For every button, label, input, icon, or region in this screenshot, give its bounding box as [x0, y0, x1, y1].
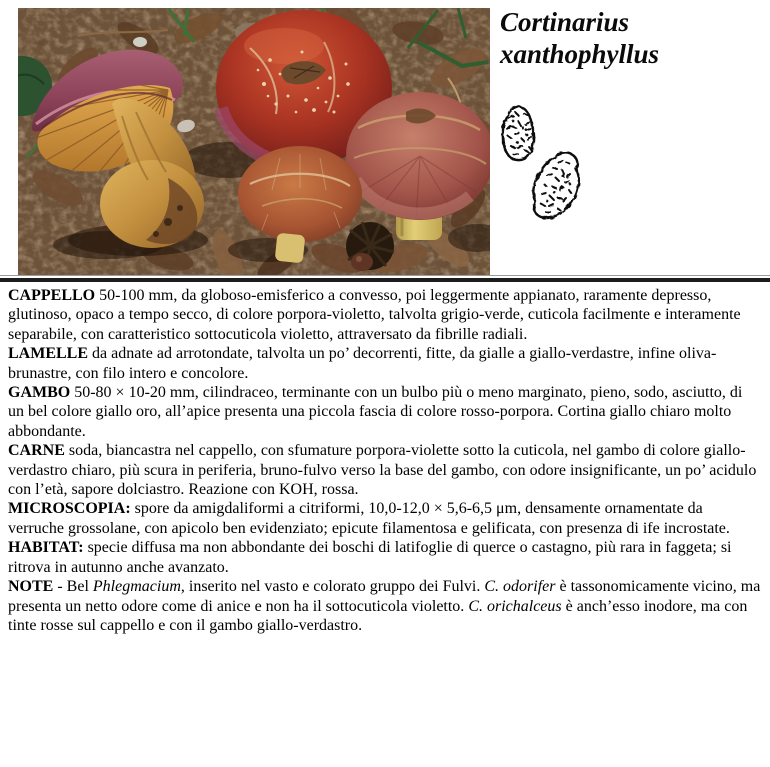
note-run-italic: Phlegmacium,	[92, 578, 185, 596]
section-body: spore da amigdaliformi a citriformi, 10,0-12,0 × 5,6-6,5 μm, densamente ornamentate da verruche grossolane, con apicolo ben evidenziato; epicute filamentosa e gelificata, con presenza di ife incrostate.	[8, 500, 730, 537]
section-label: NOTE	[8, 578, 54, 596]
note-run: inserito nel vasto e colorato gruppo dei Fulvi.	[184, 578, 485, 596]
section-label: GAMBO	[8, 384, 71, 402]
section-divider-rule	[0, 278, 770, 282]
species-title-line-1: Cortinarius	[500, 7, 630, 37]
section-body: da adnate ad arrotondate, talvolta un po’ decorrenti, fitte, da gialle a giallo-verdastre, infine oliva-brunastre, con filo intero e concolore.	[8, 345, 717, 382]
species-title-line-2: xanthophyllus	[500, 39, 660, 69]
section-cappello	[8, 286, 762, 344]
section-carne	[8, 441, 762, 499]
note-run: è anch’esso inodore, ma con tinte rosse sul cappello e con il gambo giallo-verdastro.	[8, 597, 748, 634]
section-divider	[0, 275, 770, 282]
section-label: LAMELLE	[8, 345, 89, 363]
section-label: CAPPELLO	[8, 287, 96, 304]
section-body: 50-80 × 10-20 mm, cilindraceo, terminante con un bulbo più o meno marginato, pieno, sodo, asciutto, di un bel colore giallo oro, all’apice presenta una piccola fascia di colore rosso-porpora. Cortina giallo chiaro molto abbondante.	[8, 384, 743, 440]
mushroom-photo	[18, 8, 490, 275]
section-label: HABITAT:	[8, 539, 84, 557]
section-body: 50-100 mm, da globoso-emisferico a convesso, poi leggermente appianato, raramente depresso, glutinoso, opaco a tempo secco, di colore porpora-violetto, talvolta grigio-verde, cuticola facilmente e interamente separabile, con caratteristico sottocuticola violetto, attraversato da fibrille radiali.	[8, 287, 741, 343]
species-title	[500, 6, 760, 70]
section-microscopia	[8, 499, 762, 538]
section-label: CARNE	[8, 442, 65, 460]
description-text	[8, 286, 762, 635]
note-run-italic: C. orichalceus	[468, 597, 562, 615]
section-body: specie diffusa ma non abbondante dei boschi di latifoglie di querce o castagno, più rara in faggeta; si ritrova in autunno anche avanzato.	[8, 539, 732, 576]
section-habitat	[8, 538, 762, 577]
note-run-italic: C. odorifer	[484, 578, 556, 596]
section-body: soda, biancastra nel cappello, con sfumature porpora-violette sotto la cuticola, nel gambo di colore giallo-verdastro chiaro, più scura in periferia, bruno-fulvo verso la base del gambo, con odore insignificante, un po’ acidulo con l’età, sapore dolciastro. Reazione con KOH, rossa.	[8, 442, 757, 499]
note-run: - Bel	[53, 578, 93, 596]
section-gambo	[8, 383, 762, 441]
note-run: è tassonomicamente vicino, ma presenta un netto odore come di anice e non ha il sottocuticola violetto.	[8, 578, 761, 615]
section-label: MICROSCOPIA:	[8, 500, 131, 518]
section-note	[8, 577, 762, 635]
spore-drawing-icon	[526, 150, 584, 224]
section-lamelle	[8, 344, 762, 383]
